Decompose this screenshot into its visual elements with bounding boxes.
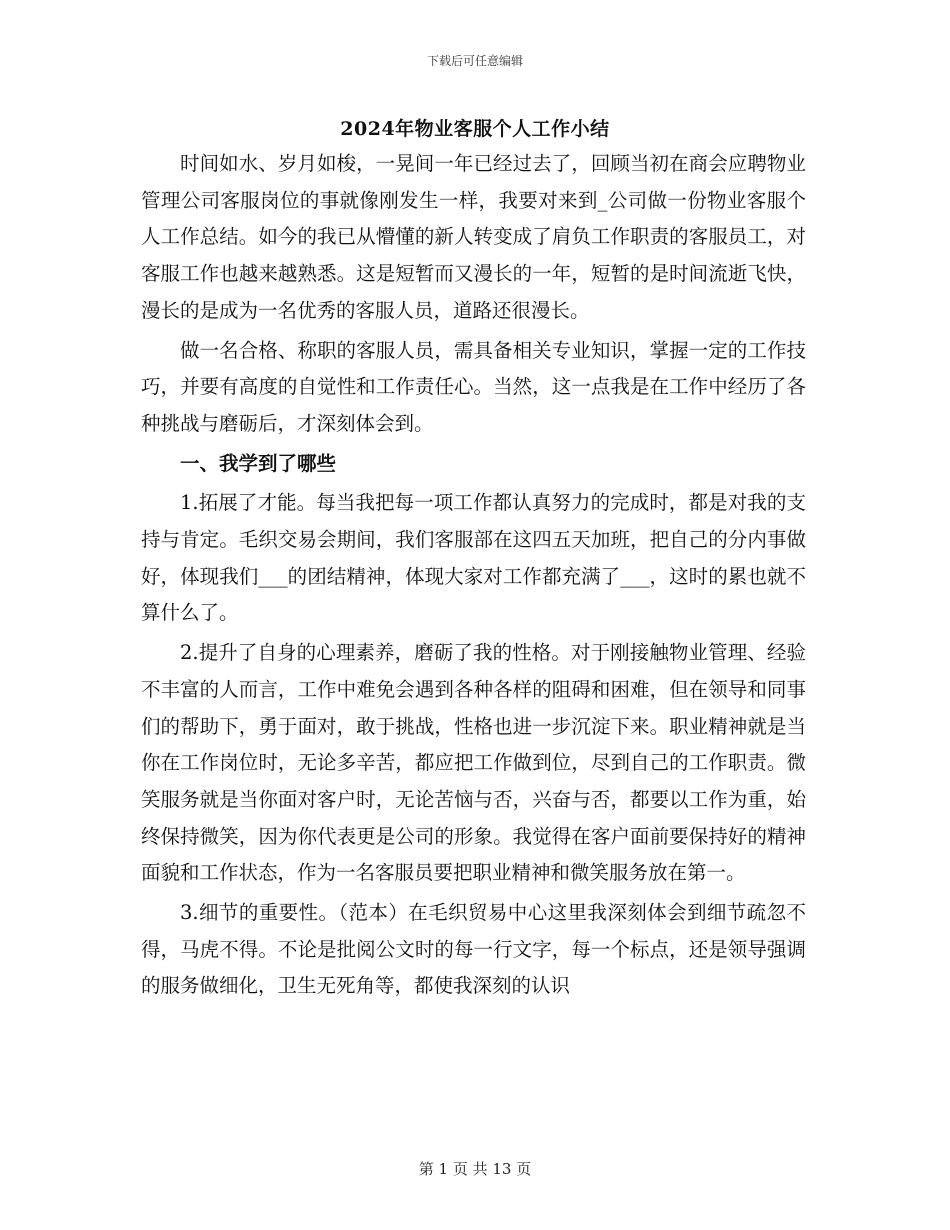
intro-paragraph: 时间如水、岁月如梭，一晃间一年已经过去了，回顾当初在商会应聘物业管理公司客服岗位的事就像刚发生一样，我要对来到_公司做一份物业客服个人工作总结。如今的我已从懵懂的新人转变成了肩负工作职责的客服员工，对客服工作也越来越熟悉。这是短暂而又漫长的一年，短暂的是时间流逝飞快，漫长的是成为一名优秀的客服人员，道路还很漫长。: [141, 152, 806, 322]
numbered-item: 2.提升了自身的心理素养，磨砺了我的性格。对于刚接触物业管理、经验不丰富的人而言，工作中难免会遇到各种各样的阻碍和困难，但在领导和同事们的帮助下，勇于面对，敢于挑战，性格也进一步沉淀下来。职业精神就是当你在工作岗位时，无论多辛苦，都应把工作做到位，尽到自己的工作职责。微笑服务就是当你面对客户时，无论苦恼与否，兴奋与否，都要以工作为重，始终保持微笑，因为你代表更是公司的形象。我觉得在客户面前要保持好的精神面貌和工作状态，作为一名客服员要把职业精神和微笑服务放在第一。: [141, 641, 806, 885]
document-body: [141, 146, 806, 1008]
page-header-note: 下载后可任意编辑: [426, 54, 523, 68]
numbered-item: 3.细节的重要性。（范本）在毛织贸易中心这里我深刻体会到细节疏忽不得，马虎不得。不论是批阅公文时的每一行文字，每一个标点，还是领导强调的服务做细化，卫生无死角等，都使我深刻的认识: [141, 901, 806, 998]
document-title: 2024年物业客服个人工作小结: [340, 118, 610, 140]
numbered-item: 1.拓展了才能。每当我把每一项工作都认真努力的完成时，都是对我的支持与肯定。毛织交易会期间，我们客服部在这四五天加班，把自己的分内事做好，体现我们___的团结精神，体现大家对工作都充满了___，这时的累也就不算什么了。: [141, 491, 806, 625]
section-heading: 一、我学到了哪些: [180, 451, 337, 475]
page-number-footer: 第 1 页 共 13 页: [418, 1160, 532, 1178]
intro-paragraph: 做一名合格、称职的客服人员，需具备相关专业知识，掌握一定的工作技巧，并要有高度的自觉性和工作责任心。当然，这一点我是在工作中经历了各种挑战与磨砺后，才深刻体会到。: [141, 338, 806, 435]
